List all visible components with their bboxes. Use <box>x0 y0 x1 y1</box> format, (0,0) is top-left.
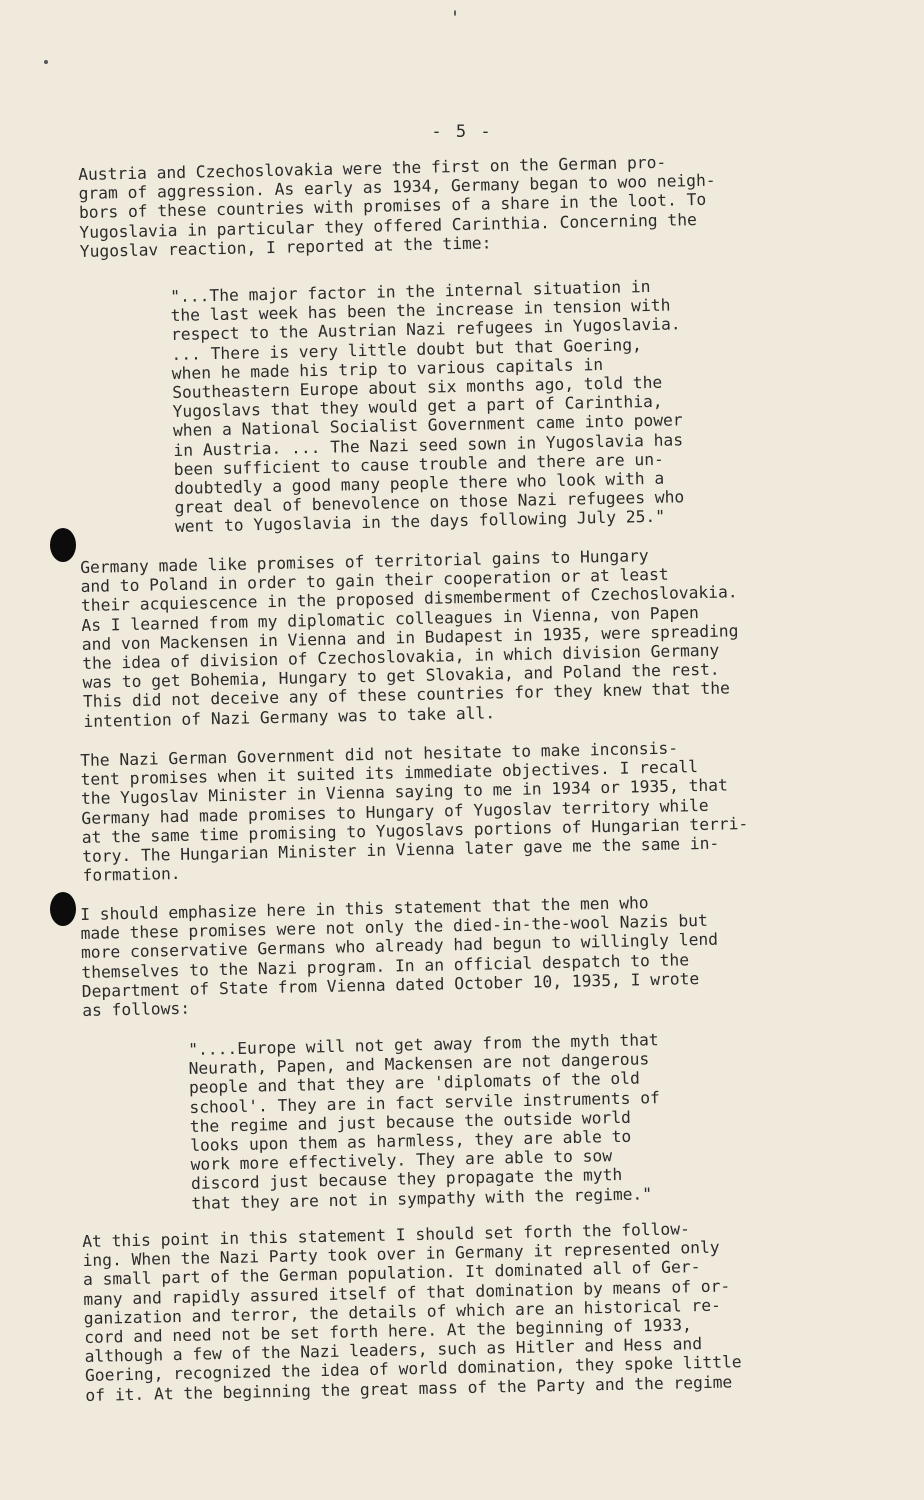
punch-hole <box>50 892 76 926</box>
paragraph-4: I should emphasize here in this statement that the men who made these promises were not only the died-in-the-wool Nazis but more conservative Germans who already had begun to willingly lend themselves to the Nazi program. In an official despatch to the Department of State from Vienna dated October 10, 1935, I wrote as follows: <box>80 893 719 1020</box>
paragraph-3: The Nazi German Government did not hesitate to make inconsis- tent promises when it suited its immediate objectives. I recall the Yugoslav Minister in Vienna saying to me in 1934 or 1935, that Germany had made promises to Hungary of Yugoslav territory while at the same time promising to Yugoslavs portions of Hungarian terri- tory. The Hungarian Minister in Vienna later gave me the same in- formation. <box>80 738 749 886</box>
punch-hole <box>50 528 76 562</box>
ink-speck <box>44 60 48 64</box>
paragraph-5: At this point in this statement I should set forth the follow- ing. When the Nazi Party took over in Germany it represented only a small part of the German population. It dominated all of Ger- many and rapidly assured itself of that domination by means of or- ganization and terror, the details of which are an historical re- cord and need not be set forth here. At the beginning of 1933, although a few of the Nazi leaders, such as Hitler and Hess and Goering, recognized the idea of world domination, they spoke little of it. At the beginning the great mass of the Party and the regime <box>82 1219 742 1405</box>
paragraph-2: Germany made like promises of territorial gains to Hungary and to Poland in order to gain their cooperation or at least their acquiescence in the proposed dismemberment of Czechoslovakia. As I learned from my diplomatic colleagues in Vienna, von Papen and von Mackensen in Vienna and in Budapest in 1935, were spreading the idea of division of Czechoslovakia, in which division Germany was to get Bohemia, Hungary to get Slovakia, and Poland the rest. This did not deceive any of these countries for they knew that the intention of Nazi Germany was to take all. <box>80 546 739 731</box>
paragraph-1: Austria and Czechoslovakia were the first on the German pro- gram of aggression. As early as 1934, Germany began to woo neigh- bors of these countries with promises of a share in the loot. To Yugoslavia in particular they offered Carinthia. Concerning the Yugoslav reaction, I reported at the time: <box>78 152 716 261</box>
block-quote-1: "...The major factor in the internal situation in the last week has been the increase in tension with respect to the Austrian Nazi refugees in Yugoslavia. ... There is very little doubt but that Goering, when he made his trip to various capitals in Southeastern Europe about six months ago, told the Yugoslavs that they would get a part of Carinthia, when a National Socialist Government came into power in Austria. ... The Nazi seed sown in Yugoslavia has been sufficient to cause trouble and there are un- doubtedly a good many people there who look with a great deal of benevolence on those Nazi refugees who went to Yugoslavia in the days following July 25." <box>170 276 685 537</box>
page-number: - 5 - <box>431 122 493 142</box>
block-quote-2: "....Europe will not get away from the myth that Neurath, Papen, and Mackensen are not dangerous people and that they are 'diplomats of the old school'. They are in fact servile instruments of the regime and just because the outside world looks upon them as harmless, they are able to work more effectively. They are able to sow discord just because they propagate the myth that they are not in sympathy with the regime." <box>188 1030 661 1213</box>
ink-speck <box>454 10 456 16</box>
